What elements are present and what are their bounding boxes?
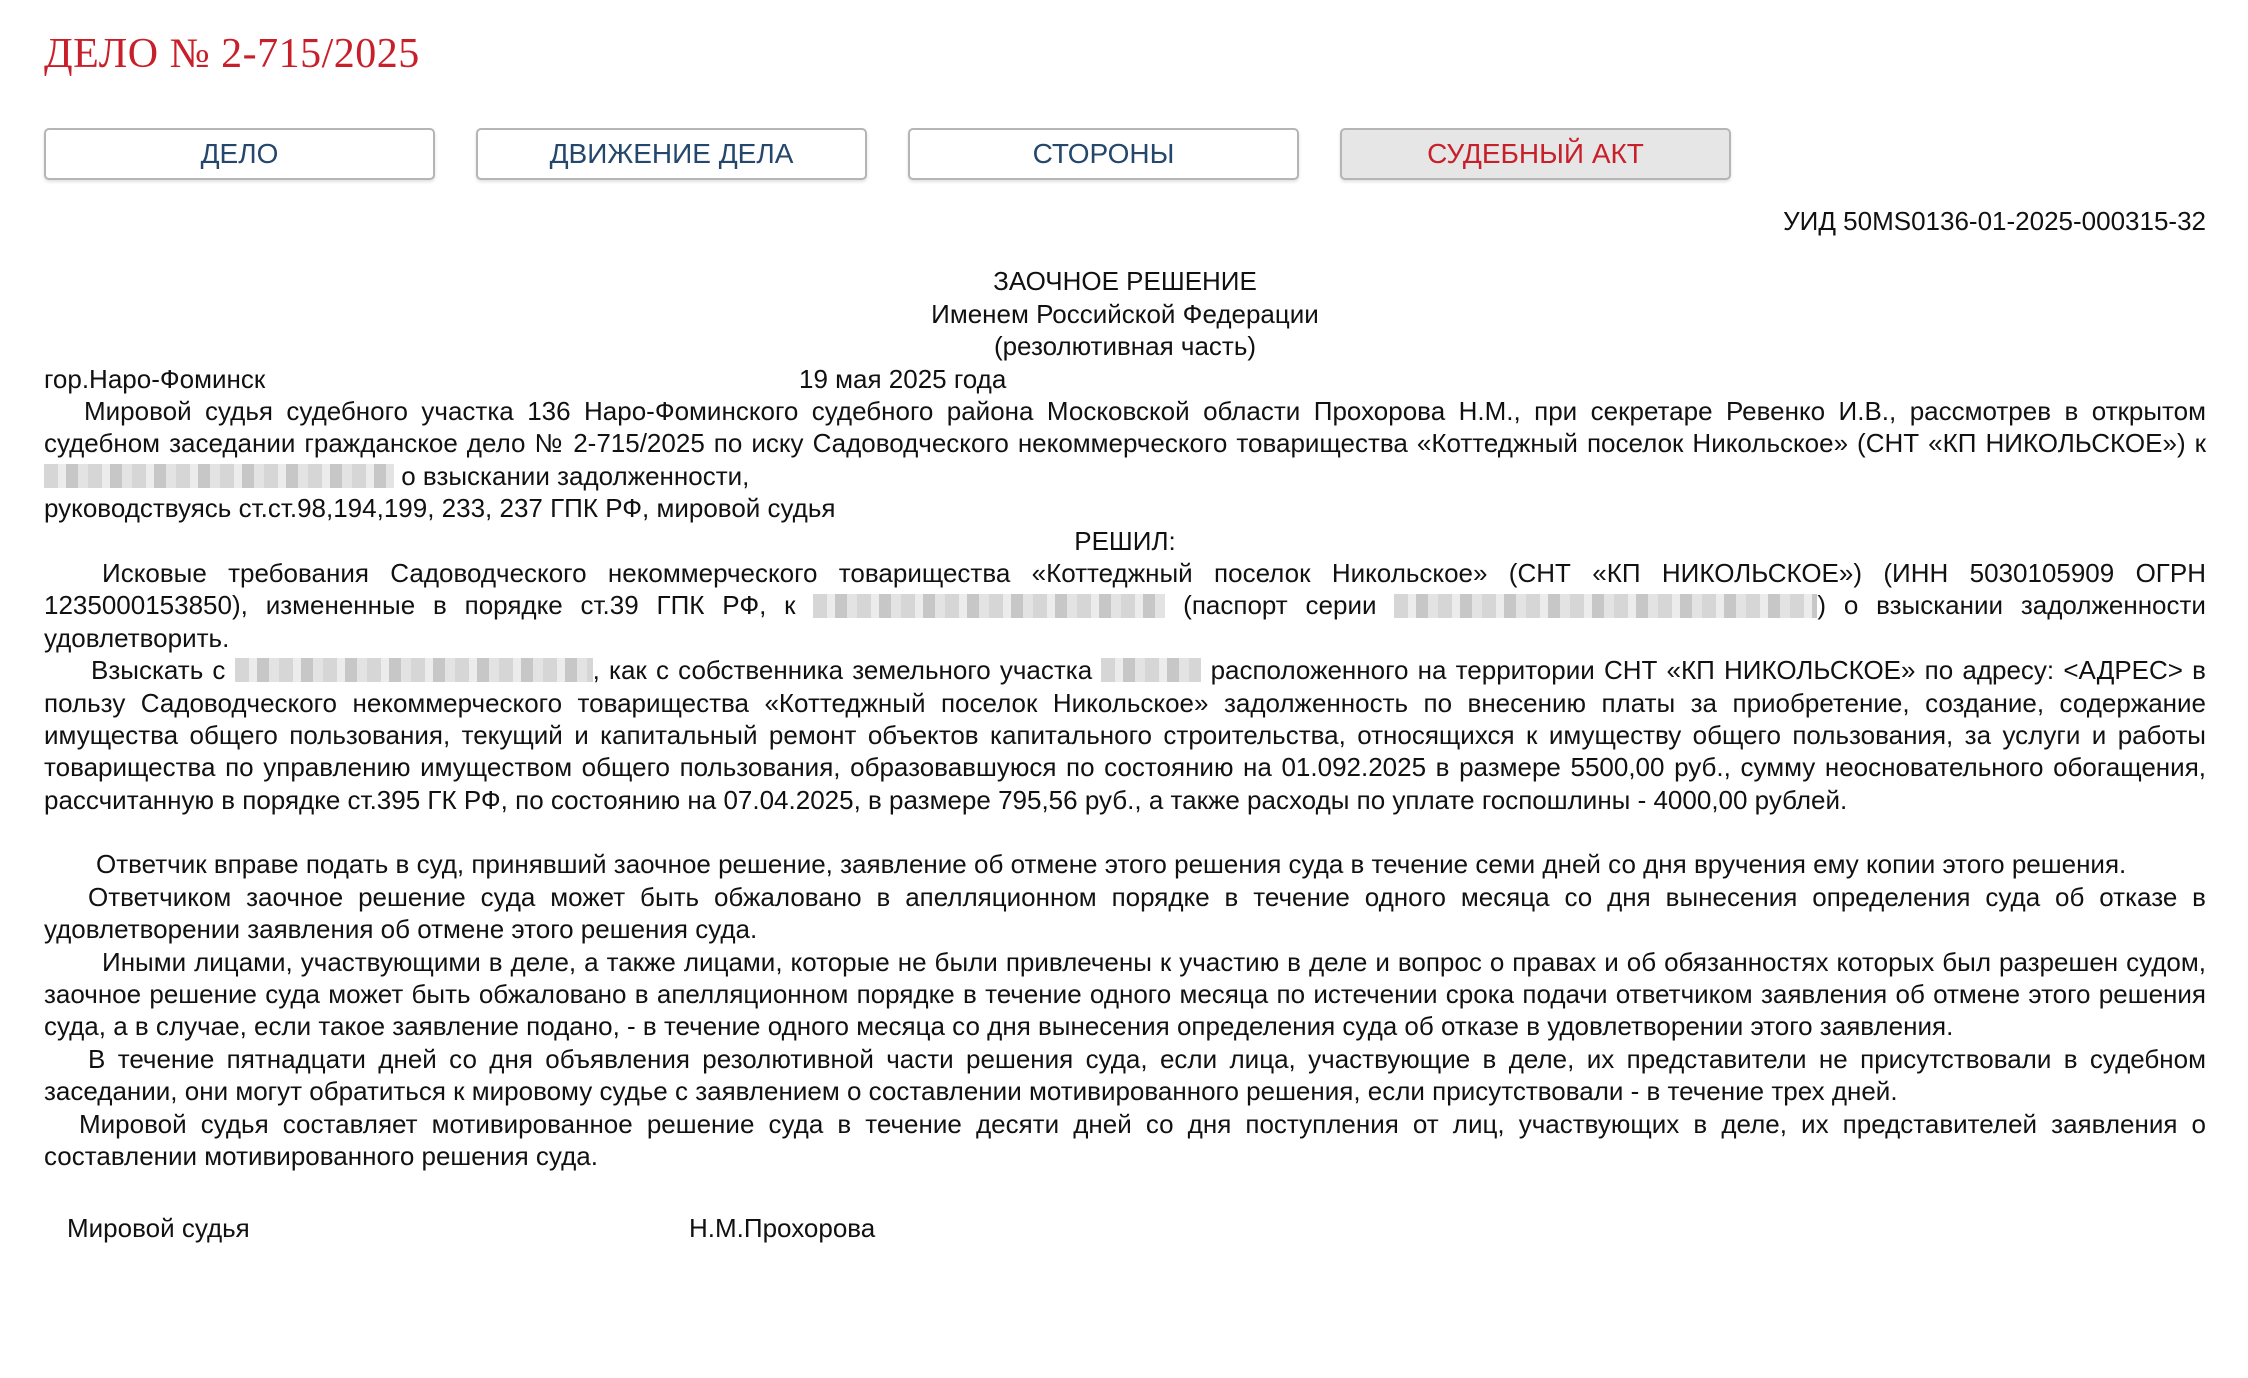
notice-paragraph: Мировой судья составляет мотивированное решение суда в течение десяти дней со дня поступления от лиц, участвующих в деле, их представителей заявления о составлении мотивированного решения суда. [44, 1108, 2206, 1171]
decision-part: (резолютивная часть) [993, 331, 1257, 362]
decision-subtitle: Именем Российской Федерации [931, 298, 1319, 329]
tab-parties[interactable]: СТОРОНЫ [908, 128, 1299, 180]
decision-date: 19 мая 2025 года [799, 363, 1007, 394]
intro-line2: руководствуясь ст.ст.98,194,199, 233, 237 ГПК РФ, мировой судья [44, 493, 836, 524]
signature-row [44, 1212, 2206, 1244]
court-act-document [44, 205, 2206, 1245]
notice-paragraph: Ответчик вправе подать в суд, принявший заочное решение, заявление об отмене этого решения суда в течение семи дней со дня вручения ему копии этого решения. [96, 849, 2127, 880]
claims-text-b: (паспорт серии [1183, 590, 1377, 621]
place-date-row [44, 363, 2206, 395]
notice-paragraph: Иными лицами, участвующими в деле, а также лицами, которые не были привлечены к участию в деле и вопрос о правах и об обязанностях которых был разрешен судом, заочное решение суда может быть обжаловано в апелляционном порядке в течение одного месяца по истечении срока подачи ответчиком заявления об отмене этого решения суда, а в случае, если такое заявление подано, - в течение одного месяца со дня вынесения определения суда об отказе в удовлетворении этого заявления. [44, 946, 2206, 1042]
tab-court-act[interactable]: СУДЕБНЫЙ АКТ [1340, 128, 1731, 180]
redacted-passport [1394, 594, 1817, 618]
case-tabs [44, 128, 1731, 180]
decision-title: ЗАОЧНОЕ РЕШЕНИЕ [993, 266, 1257, 297]
case-uid: УИД 50MS0136-01-2025-000315-32 [1783, 206, 2206, 236]
notice-paragraph: В течение пятнадцати дней со дня объявления резолютивной части решения суда, если лица, участвующие в деле, их представители не присутствовали в судебном заседании, они могут обратиться к мировому судье с заявлением о составлении мотивированного решения, если присутствовали - в течение трех дней. [44, 1043, 2206, 1107]
claims-text-a: Исковые требования Садоводческого некоммерческого товарищества «Коттеджный поселок Никольское» (СНТ «КП НИКОЛЬСКОЕ») (ИНН 5030105909 ОГРН 1235000153850), измененные в порядке ст.39 ГПК РФ, к [44, 558, 2206, 621]
recover-text-c: расположенного на территории СНТ «КП НИКОЛЬСКОЕ» по адресу: <АДРЕС> в пользу Садоводческого некоммерческого товарищества «Коттеджный поселок Никольское» задолженность по внесению платы за приобретение, создание, содержание имущества общего пользования, текущий и капитальный ремонт объектов капитального строительства, относящихся к имуществу общего пользования, за услуги и работы товарищества по управлению имуществом общего пользования, образовавшуюся по состоянию на 01.092.2025 в размере 5500,00 руб., сумму неосновательного обогащения, рассчитанную в порядке ст.395 ГК РФ, по состоянию на 07.04.2025, в размере 795,56 руб., а также расходы по уплате госпошлины - 4000,00 рублей. [44, 655, 2206, 815]
recover-paragraph [44, 654, 2206, 816]
intro-text-a: Мировой судья судебного участка 136 Наро-Фоминского судебного района Московской области Прохорова Н.М., при секретаре Ревенко И.В., рассмотрев в открытом судебном заседании гражданское дело № 2-715/2025 по иску Садоводческого некоммерческого товарищества «Коттеджный поселок Никольское» (СНТ «КП НИКОЛЬСКОЕ») к [44, 396, 2206, 459]
decision-place: гор.Наро-Фоминск [44, 363, 266, 394]
tab-case[interactable]: ДЕЛО [44, 128, 435, 180]
claims-text-c: ) о взыскании задолженности удовлетворить. [44, 590, 2206, 653]
intro-text-b: о взыскании задолженности, [401, 460, 750, 491]
notice-paragraph: Ответчиком заочное решение суда может быть обжаловано в апелляционном порядке в течение одного месяца со дня вынесения определения суда об отказе в удовлетворении заявления об отмене этого решения суда. [44, 881, 2206, 945]
recover-text-a: Взыскать с [91, 655, 226, 686]
redacted-defendant-name-2 [813, 594, 1165, 618]
redacted-defendant-name-3 [235, 658, 593, 682]
redacted-plot-number [1101, 658, 1201, 682]
tab-case-movement[interactable]: ДВИЖЕНИЕ ДЕЛА [476, 128, 867, 180]
claims-paragraph [44, 557, 2206, 654]
redacted-defendant-name [44, 464, 394, 488]
judge-name: Н.М.Прохорова [689, 1213, 876, 1244]
case-title: ДЕЛО № 2-715/2025 [44, 31, 420, 77]
intro-paragraph [44, 395, 2206, 492]
decided-heading: РЕШИЛ: [1074, 525, 1176, 556]
recover-text-b: , как с собственника земельного участка [592, 655, 1093, 686]
judge-role: Мировой судья [67, 1213, 250, 1244]
